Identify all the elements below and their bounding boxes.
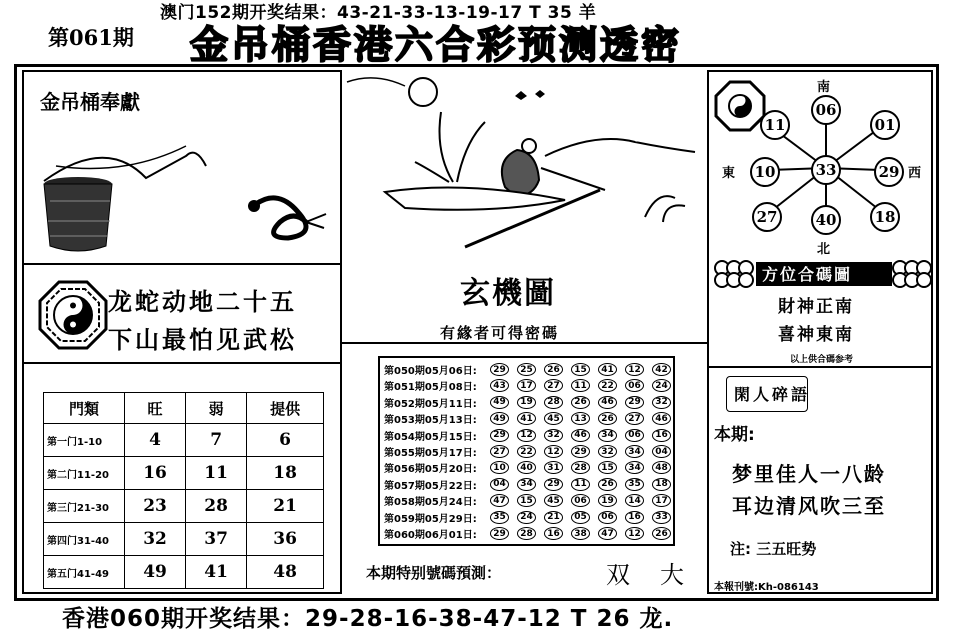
table-row — [44, 490, 324, 523]
history-number: 17 — [517, 379, 536, 392]
history-number: 26 — [571, 396, 590, 409]
history-number: 26 — [598, 478, 617, 491]
door-wang: 49 — [125, 556, 186, 589]
door-tigong: 21 — [247, 490, 324, 523]
mystery-illustration — [345, 72, 705, 262]
door-header-ruo: 弱 — [186, 393, 247, 424]
door-wang: 32 — [125, 523, 186, 556]
compass-number: 29 — [874, 157, 904, 187]
door-tigong: 36 — [247, 523, 324, 556]
history-number: 22 — [517, 445, 536, 458]
history-number: 28 — [544, 396, 563, 409]
history-number: 04 — [652, 445, 671, 458]
compass-number: 06 — [811, 95, 841, 125]
history-number: 26 — [544, 363, 563, 376]
mountain-icon — [545, 139, 695, 156]
compass-title: 方位合碼圖 — [762, 265, 853, 284]
history-row — [384, 428, 671, 443]
history-date: 第053期05月13日: — [384, 415, 477, 427]
page-title: 金吊桶香港六合彩预测透密 — [190, 23, 683, 67]
right-divider — [707, 366, 933, 368]
history-number: 26 — [652, 527, 671, 540]
history-number: 27 — [625, 412, 644, 425]
history-number: 04 — [490, 478, 509, 491]
history-number: 15 — [598, 461, 617, 474]
mystery-subtitle: 有緣者可得密碼 — [440, 324, 560, 342]
history-number: 27 — [490, 445, 509, 458]
history-number: 21 — [544, 511, 563, 524]
history-number: 18 — [652, 478, 671, 491]
history-row — [384, 444, 671, 459]
riddle-note: 注: 三五旺势 — [730, 540, 817, 558]
riddle-line-1: 梦里佳人一八龄 — [732, 462, 886, 486]
history-number: 35 — [625, 478, 644, 491]
history-row — [384, 493, 671, 508]
history-number: 05 — [571, 511, 590, 524]
butterfly-icon — [515, 90, 545, 100]
door-table-header — [44, 393, 324, 424]
door-table — [43, 392, 324, 589]
bagua-icon — [38, 280, 108, 350]
history-number: 25 — [517, 363, 536, 376]
footer-result: 香港060期开奖结果：29-28-16-38-47-12 T 26 龙. — [62, 606, 674, 632]
history-row — [384, 411, 671, 426]
door-header-type: 門類 — [44, 393, 125, 424]
compass-east: 東 — [722, 166, 736, 181]
riddle-line-2: 耳边清风吹三至 — [732, 494, 886, 518]
history-number: 34 — [625, 461, 644, 474]
history-number: 29 — [490, 363, 509, 376]
history-number: 16 — [544, 527, 563, 540]
history-number: 15 — [571, 363, 590, 376]
left-divider-1 — [22, 263, 342, 265]
history-date: 第057期05月22日: — [384, 480, 477, 492]
history-number: 45 — [544, 494, 563, 507]
history-number: 47 — [490, 494, 509, 507]
compass-line-2: 喜神東南 — [778, 325, 854, 345]
history-date: 第060期06月01日: — [384, 530, 477, 541]
door-header-tigong: 提供 — [247, 393, 324, 424]
riddle-this-issue: 本期: — [714, 425, 755, 445]
door-tigong: 18 — [247, 457, 324, 490]
door-ruo: 11 — [186, 457, 247, 490]
history-row — [384, 526, 671, 541]
table-row — [44, 556, 324, 589]
compass-number: 01 — [870, 110, 900, 140]
door-wang: 23 — [125, 490, 186, 523]
history-number: 29 — [490, 527, 509, 540]
history-number: 31 — [544, 461, 563, 474]
issue-number: 第061期 — [48, 25, 134, 50]
history-number: 12 — [625, 363, 644, 376]
history-number: 16 — [625, 511, 644, 524]
history-number: 12 — [625, 527, 644, 540]
history-number: 34 — [598, 429, 617, 442]
history-date: 第059期05月29日: — [384, 513, 477, 525]
history-row — [384, 395, 671, 410]
history-number: 29 — [625, 396, 644, 409]
compass-line-1: 財神正南 — [778, 297, 854, 317]
bucket-title: 金吊桶奉獻 — [40, 90, 140, 114]
table-row — [44, 424, 324, 457]
history-number: 17 — [652, 494, 671, 507]
history-number: 10 — [490, 461, 509, 474]
history-number: 11 — [571, 478, 590, 491]
compass-number: 10 — [750, 157, 780, 187]
history-number: 46 — [598, 396, 617, 409]
history-number: 33 — [652, 511, 671, 524]
history-number: 12 — [544, 445, 563, 458]
compass-center-number: 33 — [811, 155, 841, 185]
door-label: 第二门11-20 — [44, 457, 125, 490]
history-number: 29 — [544, 478, 563, 491]
riddle-phone: 本報刊號:Kh-086143 — [714, 582, 819, 593]
history-number: 26 — [598, 412, 617, 425]
door-label: 第三门21-30 — [44, 490, 125, 523]
door-wang: 4 — [125, 424, 186, 457]
door-ruo: 37 — [186, 523, 247, 556]
history-date: 第055期05月17日: — [384, 448, 477, 459]
compass-note: 以上供合碼参考 — [790, 355, 854, 365]
moon-icon — [409, 78, 437, 106]
history-number: 45 — [544, 412, 563, 425]
history-row — [384, 510, 671, 525]
history-number: 29 — [490, 429, 509, 442]
door-ruo: 7 — [186, 424, 247, 457]
table-row — [44, 457, 324, 490]
history-number: 24 — [517, 511, 536, 524]
history-number: 35 — [490, 511, 509, 524]
history-number: 34 — [517, 478, 536, 491]
history-number: 24 — [652, 379, 671, 392]
door-ruo: 28 — [186, 490, 247, 523]
bucket-icon — [44, 146, 206, 251]
special-value-2: 大 — [660, 561, 684, 589]
macau-result: 澳门152期开奖结果：43-21-33-13-19-17 T 35 羊 — [160, 3, 597, 23]
history-number: 06 — [598, 511, 617, 524]
compass-number: 27 — [752, 202, 782, 232]
history-number: 12 — [517, 429, 536, 442]
history-number: 16 — [652, 429, 671, 442]
poem-line-1: 龙蛇动地二十五 — [108, 287, 297, 316]
bucket-illustration — [36, 126, 336, 258]
mystery-title: 玄機圖 — [460, 276, 556, 311]
history-number: 27 — [544, 379, 563, 392]
fisherman-icon — [502, 139, 605, 196]
compass-number: 40 — [811, 205, 841, 235]
history-number: 06 — [625, 429, 644, 442]
riddle-title: 閑人碎語 — [734, 385, 811, 404]
history-number: 34 — [625, 445, 644, 458]
history-date: 第058期05月24日: — [384, 497, 477, 509]
history-number: 15 — [517, 494, 536, 507]
compass-number: 11 — [760, 110, 790, 140]
history-number: 14 — [625, 494, 644, 507]
door-header-wang: 旺 — [125, 393, 186, 424]
history-number: 46 — [652, 412, 671, 425]
history-date: 第054期05月15日: — [384, 431, 477, 443]
history-number: 06 — [571, 494, 590, 507]
history-number: 06 — [625, 379, 644, 392]
door-tigong: 48 — [247, 556, 324, 589]
table-row — [44, 523, 324, 556]
history-number: 13 — [571, 412, 590, 425]
door-ruo: 41 — [186, 556, 247, 589]
history-date: 第056期05月20日: — [384, 464, 477, 476]
history-number: 22 — [598, 379, 617, 392]
history-number: 38 — [571, 527, 590, 540]
dragon-icon — [248, 198, 326, 238]
door-label: 第五门41-49 — [44, 556, 125, 589]
history-number: 11 — [571, 379, 590, 392]
history-row — [384, 378, 671, 393]
door-tigong: 6 — [247, 424, 324, 457]
special-label: 本期特别號碼預測： — [366, 564, 502, 582]
history-number: 32 — [544, 429, 563, 442]
poem-line-2: 下山最怕见武松 — [108, 325, 297, 354]
history-number: 28 — [571, 461, 590, 474]
compass-north: 北 — [817, 242, 831, 257]
left-divider-2 — [22, 362, 342, 364]
special-value-1: 双 — [606, 561, 630, 589]
grass-icon — [415, 112, 485, 182]
history-number: 49 — [490, 396, 509, 409]
compass-south: 南 — [817, 80, 831, 95]
history-number: 42 — [652, 363, 671, 376]
history-number: 28 — [517, 527, 536, 540]
history-row — [384, 362, 671, 377]
compass-number: 18 — [870, 202, 900, 232]
door-wang: 16 — [125, 457, 186, 490]
history-number: 47 — [598, 527, 617, 540]
history-number: 32 — [598, 445, 617, 458]
history-date: 第051期05月08日: — [384, 382, 477, 394]
history-number: 43 — [490, 379, 509, 392]
history-number: 32 — [652, 396, 671, 409]
history-row — [384, 460, 671, 475]
history-number: 41 — [598, 363, 617, 376]
compass-west: 西 — [908, 166, 922, 181]
history-number: 41 — [517, 412, 536, 425]
history-date: 第052期05月11日: — [384, 398, 477, 410]
history-number: 29 — [571, 445, 590, 458]
history-number: 40 — [517, 461, 536, 474]
door-label: 第一门1-10 — [44, 424, 125, 457]
history-number: 49 — [490, 412, 509, 425]
history-number: 19 — [598, 494, 617, 507]
history-date: 第050期05月06日: — [384, 366, 477, 377]
history-number: 19 — [517, 396, 536, 409]
history-number: 48 — [652, 461, 671, 474]
history-row — [384, 477, 671, 492]
door-label: 第四门31-40 — [44, 523, 125, 556]
history-number: 46 — [571, 429, 590, 442]
